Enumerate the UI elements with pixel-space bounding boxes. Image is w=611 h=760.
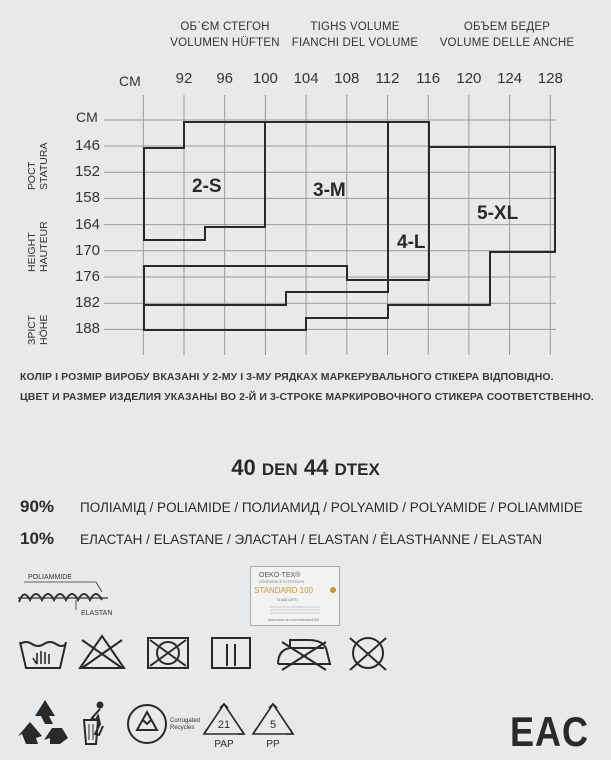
no-iron-icon: [278, 640, 330, 670]
height-tick: 146: [74, 137, 100, 154]
size-label-4-l: 4-L: [397, 232, 426, 253]
hip-tick: 96: [216, 70, 234, 87]
hip-unit-label: CM: [119, 73, 141, 89]
care-symbols: [0, 630, 611, 680]
yarn-bottom-label: ELASTAN: [81, 610, 113, 617]
hip-tick: 112: [375, 70, 400, 87]
pp-label: PP: [266, 739, 280, 750]
composition-polyamide: [20, 497, 583, 517]
oeko-url: www.oeko-tex.com/standard100: [268, 618, 320, 622]
hip-tick: 124: [497, 70, 523, 87]
hip-tick: 104: [293, 70, 319, 87]
corrugated-recycles-icon: [128, 705, 166, 743]
dtex-unit: DTEX: [334, 460, 380, 479]
height-tick: 182: [74, 294, 100, 312]
no-tumble-dry-icon: [148, 638, 188, 668]
size-label-3-m: 3-M: [313, 180, 346, 201]
composition-percent: 10%: [20, 529, 55, 548]
oeko-code: 71443 OETI: [276, 597, 298, 602]
hand-wash-icon: [20, 642, 66, 668]
hip-tick: 100: [252, 70, 278, 87]
hip-header-rus: ОБЪЕМ БЕДЕР VOLUME DELLE ANCHE: [439, 21, 575, 49]
note-ukr: КОЛІР І РОЗМІР ВИРОБУ ВКАЗАНІ У 2-МУ І 3-МУ РЯДКАХ МАРКЕРУВАЛЬНОГО СТІКЕРА ВІДПОВІДНО.: [20, 371, 554, 383]
pap-number: 21: [217, 719, 231, 731]
height-tick: 164: [74, 215, 100, 233]
dtex-value: 44: [303, 455, 329, 480]
height-label-rost: РОСТ STATURA: [26, 142, 50, 190]
eac-mark: EAC: [510, 708, 590, 756]
yarn-top-label: POLIAMMIDE: [28, 574, 72, 581]
height-tick: 176: [74, 268, 100, 285]
hip-header-eng: TIGHS VOLUME FIANCHI DEL VOLUME: [291, 21, 419, 49]
hip-tick: 108: [334, 70, 360, 87]
den-value: 40: [231, 455, 256, 480]
height-tick: 188: [74, 320, 100, 338]
oeko-tex-label: [250, 566, 342, 628]
note-rus: ЦВЕТ И РАЗМЕР ИЗДЕЛИЯ УКАЗАНЫ ВО 2-Й И 3-СТРОКЕ МАРКИРОВОЧНОГО СТИКЕРА СООТВЕТСТВЕННО.: [20, 391, 594, 403]
no-dry-clean-icon: [350, 638, 386, 670]
height-tick: 170: [74, 241, 100, 259]
tidyman-bin-icon: [84, 702, 103, 744]
density-line: [0, 455, 611, 481]
composition-percent: 90%: [20, 497, 55, 516]
hip-tick: 116: [416, 70, 441, 87]
oeko-tagline: CONFIDENCE IN TEXTILES: [259, 580, 305, 584]
hip-header-ukr: ОБ`ЄМ СТЕГОН VOLUMEN HÜFTEN: [170, 21, 280, 49]
region-3-m: [144, 122, 429, 305]
height-label-height: HEIGHT HAUTEUR: [26, 221, 50, 272]
hip-tick: 120: [456, 70, 482, 87]
sun-icon: [330, 587, 336, 593]
pp-number: 5: [269, 719, 277, 731]
corrugated-label-2: Recycles: [170, 725, 195, 731]
no-bleach-icon: [80, 636, 124, 668]
den-unit: DEN: [261, 460, 298, 479]
drip-dry-icon: [212, 638, 250, 668]
hip-tick: 92: [175, 70, 193, 87]
height-tick: 152: [74, 163, 100, 181]
oeko-brand: OEKO-TEX®: [259, 572, 301, 579]
height-tick: 158: [74, 189, 100, 207]
height-unit-label: CM: [76, 109, 98, 125]
composition-elastane: [20, 529, 542, 549]
composition-text: ПОЛІАМІД / POLIAMIDE / ПОЛИАМИД / POLYAMID / POLYAMIDE / POLIAMMIDE: [80, 500, 583, 515]
pap-label: PAP: [214, 739, 234, 750]
hip-tick: 128: [537, 70, 563, 87]
size-label-2-s: 2-S: [192, 176, 222, 197]
yarn-diagram-icon: [16, 570, 116, 618]
oeko-standard: STANDARD 100: [254, 586, 313, 595]
composition-text: ЕЛАСТАН / ELASTANE / ЭЛАСТАН / ELASTAN / ÈLASTHANNE / ELASTAN: [80, 532, 542, 547]
corrugated-label-1: Corrugated: [170, 718, 201, 724]
size-label-5-xl: 5-XL: [477, 203, 519, 224]
height-label-zrist: ЗРІСТ HÖHE: [26, 314, 50, 345]
recycle-icon: [18, 700, 68, 744]
